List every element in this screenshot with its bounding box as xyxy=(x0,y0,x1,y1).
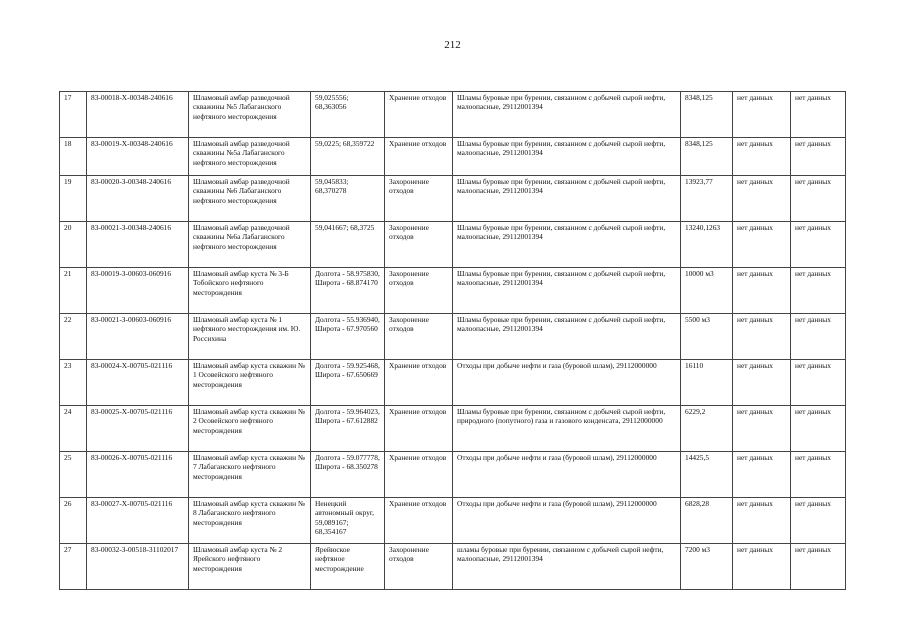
data-status-cell: нет данных xyxy=(791,544,846,590)
capacity-cell: 10000 м3 xyxy=(681,268,733,314)
data-status-cell: нет данных xyxy=(791,268,846,314)
registry-code-cell: 83-00027-Х-00705-021116 xyxy=(87,498,189,544)
capacity-cell: 16110 xyxy=(681,360,733,406)
capacity-cell: 14425,5 xyxy=(681,452,733,498)
row-number-cell: 17 xyxy=(60,92,87,138)
data-status-cell: нет данных xyxy=(791,222,846,268)
data-status-cell: нет данных xyxy=(791,92,846,138)
registry-code-cell: 83-00019-Х-00348-240616 xyxy=(87,138,189,176)
waste-type-cell: Отходы при добыче нефти и газа (буровой шлам), 29112000000 xyxy=(453,452,681,498)
row-number-cell: 18 xyxy=(60,138,87,176)
waste-type-cell: Отходы при добыче нефти и газа (буровой шлам), 29112000000 xyxy=(453,360,681,406)
table-row xyxy=(60,360,846,406)
registry-code-cell: 83-00032-З-00518-31102017 xyxy=(87,544,189,590)
facility-name-cell: Шламовый амбар разведочной скважины №6 Лабаганского нефтяного месторождения xyxy=(189,176,311,222)
capacity-cell: 8348,125 xyxy=(681,138,733,176)
data-status-cell: нет данных xyxy=(791,406,846,452)
waste-type-cell: Шламы буровые при бурении, связанном с добычей сырой нефти, природного (попутного) газа и газового конденсата, 29112000000 xyxy=(453,406,681,452)
coordinates-cell: Ярейюское нефтяное месторождение xyxy=(311,544,385,590)
data-status-cell: нет данных xyxy=(791,360,846,406)
capacity-cell: 13923,77 xyxy=(681,176,733,222)
table-row xyxy=(60,222,846,268)
data-status-cell: нет данных xyxy=(733,452,791,498)
purpose-cell: Захоронение отходов xyxy=(385,222,453,268)
data-status-cell: нет данных xyxy=(733,314,791,360)
capacity-cell: 8348,125 xyxy=(681,92,733,138)
waste-facilities-table xyxy=(59,91,846,590)
data-status-cell: нет данных xyxy=(733,222,791,268)
capacity-cell: 5500 м3 xyxy=(681,314,733,360)
row-number-cell: 26 xyxy=(60,498,87,544)
purpose-cell: Хранение отходов xyxy=(385,360,453,406)
data-status-cell: нет данных xyxy=(791,452,846,498)
registry-code-cell: 83-00019-З-00603-060916 xyxy=(87,268,189,314)
purpose-cell: Захоронение отходов xyxy=(385,176,453,222)
table-row xyxy=(60,452,846,498)
registry-code-cell: 83-00018-Х-00348-240616 xyxy=(87,92,189,138)
waste-type-cell: Шламы буровые при бурении, связанном с добычей сырой нефти, малоопасные, 29112001394 xyxy=(453,268,681,314)
table-row xyxy=(60,314,846,360)
facility-name-cell: Шламовый амбар куста скважин № 7 Лабаганского нефтяного месторождения xyxy=(189,452,311,498)
purpose-cell: Хранение отходов xyxy=(385,138,453,176)
data-status-cell: нет данных xyxy=(791,138,846,176)
coordinates-cell: 59,0225; 68,359722 xyxy=(311,138,385,176)
facility-name-cell: Шламовый амбар куста № 3-Б Тобойского нефтяного месторождения xyxy=(189,268,311,314)
registry-code-cell: 83-00024-Х-00705-021116 xyxy=(87,360,189,406)
coordinates-cell: Долгота - 58.975830, Широта - 68.874170 xyxy=(311,268,385,314)
coordinates-cell: 59,041667; 68,3725 xyxy=(311,222,385,268)
purpose-cell: Хранение отходов xyxy=(385,498,453,544)
row-number-cell: 27 xyxy=(60,544,87,590)
facility-name-cell: Шламовый амбар разведочной скважины №6а Лабаганского нефтяного месторождения xyxy=(189,222,311,268)
data-status-cell: нет данных xyxy=(733,138,791,176)
data-status-cell: нет данных xyxy=(733,498,791,544)
capacity-cell: 6229,2 xyxy=(681,406,733,452)
waste-type-cell: Шламы буровые при бурении, связанном с добычей сырой нефти, малоопасные, 29112001394 xyxy=(453,138,681,176)
coordinates-cell: 59,045833; 68,370278 xyxy=(311,176,385,222)
coordinates-cell: 59,025556; 68,363056 xyxy=(311,92,385,138)
capacity-cell: 13240,1263 xyxy=(681,222,733,268)
coordinates-cell: Долгота - 59.925468, Широта - 67.650669 xyxy=(311,360,385,406)
table-row xyxy=(60,138,846,176)
waste-type-cell: Шламы буровые при бурении, связанном с добычей сырой нефти, малоопасные, 29112001394 xyxy=(453,176,681,222)
row-number-cell: 21 xyxy=(60,268,87,314)
table-row xyxy=(60,92,846,138)
purpose-cell: Хранение отходов xyxy=(385,452,453,498)
facility-name-cell: Шламовый амбар куста скважин № 1 Осовейского нефтяного месторождения xyxy=(189,360,311,406)
purpose-cell: Захоронение отходов xyxy=(385,314,453,360)
row-number-cell: 22 xyxy=(60,314,87,360)
data-status-cell: нет данных xyxy=(733,92,791,138)
registry-code-cell: 83-00021-З-00348-240616 xyxy=(87,222,189,268)
waste-type-cell: Шламы буровые при бурении, связанном с добычей сырой нефти, малоопасные, 29112001394 xyxy=(453,222,681,268)
row-number-cell: 23 xyxy=(60,360,87,406)
facility-name-cell: Шламовый амбар разведочной скважины №5 Лабаганского нефтяного месторождения xyxy=(189,92,311,138)
facility-name-cell: Шламовый амбар куста № 2 Ярейского нефтяного месторождения xyxy=(189,544,311,590)
facility-name-cell: Шламовый амбар куста № 1 нефтяного месторождения им. Ю. Россихина xyxy=(189,314,311,360)
coordinates-cell: Ненецкий автономный округ, 59,089167; 68,354167 xyxy=(311,498,385,544)
purpose-cell: Захоронение отходов xyxy=(385,268,453,314)
waste-type-cell: шламы буровые при бурении, связанном с добычей сырой нефти, малоопасные, 29112001394 xyxy=(453,544,681,590)
table-row xyxy=(60,406,846,452)
registry-code-cell: 83-00021-З-00603-060916 xyxy=(87,314,189,360)
data-status-cell: нет данных xyxy=(733,176,791,222)
row-number-cell: 19 xyxy=(60,176,87,222)
data-status-cell: нет данных xyxy=(791,498,846,544)
waste-type-cell: Шламы буровые при бурении, связанном с добычей сырой нефти, малоопасные, 29112001394 xyxy=(453,314,681,360)
capacity-cell: 7200 м3 xyxy=(681,544,733,590)
registry-code-cell: 83-00020-З-00348-240616 xyxy=(87,176,189,222)
page-number: 212 xyxy=(444,39,461,51)
waste-type-cell: Отходы при добыче нефти и газа (буровой шлам), 29112000000 xyxy=(453,498,681,544)
data-status-cell: нет данных xyxy=(733,268,791,314)
coordinates-cell: Долгота - 59.077778, Широта - 68.350278 xyxy=(311,452,385,498)
row-number-cell: 24 xyxy=(60,406,87,452)
row-number-cell: 20 xyxy=(60,222,87,268)
purpose-cell: Захоронение отходов xyxy=(385,544,453,590)
data-status-cell: нет данных xyxy=(733,360,791,406)
data-status-cell: нет данных xyxy=(791,176,846,222)
coordinates-cell: Долгота - 59.964023, Широта - 67.612882 xyxy=(311,406,385,452)
registry-code-cell: 83-00026-Х-00705-021116 xyxy=(87,452,189,498)
waste-type-cell: Шламы буровые при бурении, связанном с добычей сырой нефти, малоопасные, 29112001394 xyxy=(453,92,681,138)
purpose-cell: Хранение отходов xyxy=(385,92,453,138)
purpose-cell: Хранение отходов xyxy=(385,406,453,452)
table-row xyxy=(60,498,846,544)
data-status-cell: нет данных xyxy=(733,544,791,590)
table-row xyxy=(60,176,846,222)
capacity-cell: 6828,28 xyxy=(681,498,733,544)
facility-name-cell: Шламовый амбар куста скважин № 2 Осовейского нефтяного месторождения xyxy=(189,406,311,452)
table-body xyxy=(60,92,846,590)
table-row xyxy=(60,268,846,314)
table-row xyxy=(60,544,846,590)
registry-code-cell: 83-00025-Х-00705-021116 xyxy=(87,406,189,452)
facility-name-cell: Шламовый амбар куста скважин № 8 Лабаганского нефтяного месторождения xyxy=(189,498,311,544)
data-status-cell: нет данных xyxy=(733,406,791,452)
facility-name-cell: Шламовый амбар разведочной скважины №5а Лабаганского нефтяного месторождения xyxy=(189,138,311,176)
coordinates-cell: Долгота - 55.936940, Широта - 67.970560 xyxy=(311,314,385,360)
data-status-cell: нет данных xyxy=(791,314,846,360)
row-number-cell: 25 xyxy=(60,452,87,498)
